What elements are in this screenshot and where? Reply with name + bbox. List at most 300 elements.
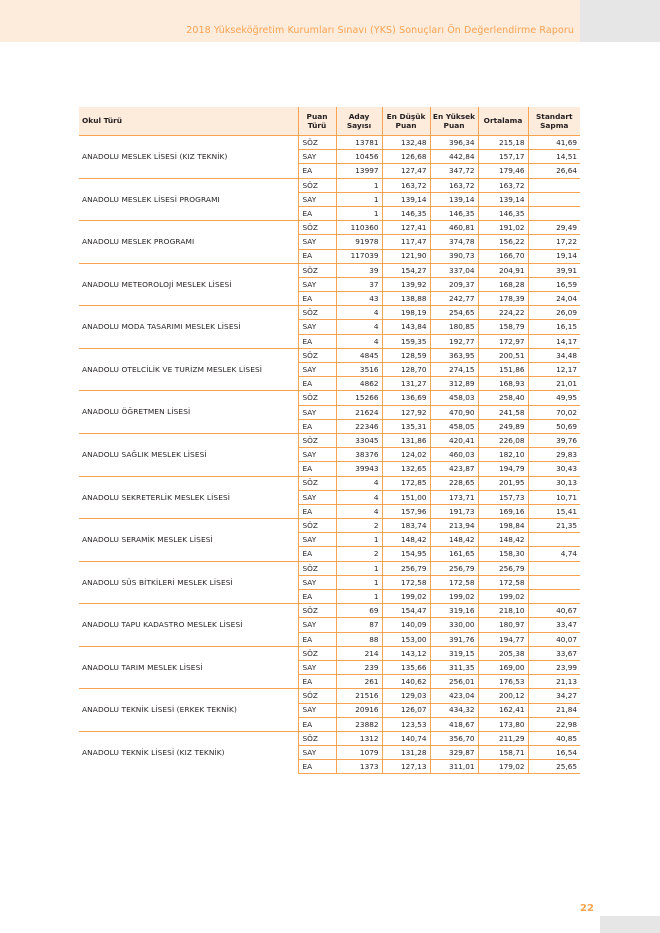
cell-candidate-count: 21516 (336, 689, 382, 703)
col-header-min-line1: En Düşük (386, 111, 426, 121)
col-header-school: Okul Türü (79, 107, 298, 136)
cell-std-dev (528, 178, 580, 192)
cell-std-dev: 24,04 (528, 292, 580, 306)
cell-max-score: 423,87 (430, 462, 478, 476)
cell-min-score: 148,42 (382, 533, 430, 547)
cell-candidate-count: 13781 (336, 136, 382, 150)
col-header-sd-line1: Standart (535, 111, 573, 121)
cell-min-score: 127,92 (382, 405, 430, 419)
cell-score-type: SÖZ (298, 604, 336, 618)
cell-std-dev: 34,27 (528, 689, 580, 703)
cell-max-score: 347,72 (430, 164, 478, 178)
cell-candidate-count: 4 (336, 504, 382, 518)
cell-min-score: 172,58 (382, 575, 430, 589)
cell-std-dev: 12,17 (528, 363, 580, 377)
cell-candidate-count: 91978 (336, 235, 382, 249)
table-row (79, 348, 580, 362)
cell-std-dev: 21,01 (528, 377, 580, 391)
cell-candidate-count: 1373 (336, 760, 382, 774)
cell-candidate-count: 4 (336, 306, 382, 320)
cell-mean-score: 199,02 (478, 590, 528, 604)
cell-min-score: 129,03 (382, 689, 430, 703)
cell-candidate-count: 1 (336, 178, 382, 192)
table-row (79, 263, 580, 277)
cell-score-type: SÖZ (298, 263, 336, 277)
table-row (79, 476, 580, 490)
cell-min-score: 140,09 (382, 618, 430, 632)
cell-max-score: 163,72 (430, 178, 478, 192)
cell-candidate-count: 15266 (336, 391, 382, 405)
cell-std-dev: 40,85 (528, 731, 580, 745)
cell-mean-score: 200,51 (478, 348, 528, 362)
cell-score-type: SAY (298, 490, 336, 504)
cell-mean-score: 249,89 (478, 419, 528, 433)
cell-candidate-count: 13997 (336, 164, 382, 178)
cell-max-score: 209,37 (430, 277, 478, 291)
cell-max-score: 330,00 (430, 618, 478, 632)
cell-mean-score: 179,02 (478, 760, 528, 774)
cell-min-score: 154,27 (382, 263, 430, 277)
col-header-type (298, 107, 336, 136)
cell-mean-score: 215,18 (478, 136, 528, 150)
table-row (79, 136, 580, 150)
cell-min-score: 172,85 (382, 476, 430, 490)
cell-mean-score: 200,12 (478, 689, 528, 703)
cell-min-score: 143,12 (382, 646, 430, 660)
cell-min-score: 136,69 (382, 391, 430, 405)
cell-candidate-count: 3516 (336, 363, 382, 377)
cell-max-score: 256,79 (430, 561, 478, 575)
cell-candidate-count: 1 (336, 206, 382, 220)
cell-mean-score: 178,39 (478, 292, 528, 306)
cell-score-type: SÖZ (298, 178, 336, 192)
cell-std-dev (528, 561, 580, 575)
cell-score-type: SÖZ (298, 689, 336, 703)
cell-candidate-count: 39943 (336, 462, 382, 476)
cell-score-type: EA (298, 675, 336, 689)
page-number: 22 (580, 903, 594, 914)
cell-score-type: SÖZ (298, 433, 336, 447)
cell-max-score: 470,90 (430, 405, 478, 419)
cell-std-dev: 50,69 (528, 419, 580, 433)
cell-score-type: SÖZ (298, 348, 336, 362)
cell-candidate-count: 1 (336, 575, 382, 589)
cell-score-type: EA (298, 590, 336, 604)
cell-std-dev: 21,35 (528, 519, 580, 533)
cell-mean-score: 166,70 (478, 249, 528, 263)
cell-candidate-count: 87 (336, 618, 382, 632)
header-corner-block (580, 0, 660, 42)
cell-max-score: 374,78 (430, 235, 478, 249)
cell-school-type: ANADOLU TARIM MESLEK LİSESİ (79, 646, 298, 689)
cell-school-type: ANADOLU SEKRETERLİK MESLEK LİSESİ (79, 476, 298, 519)
col-header-max-line2: Puan (443, 121, 465, 130)
col-header-sd-line2: Sapma (540, 121, 569, 130)
col-header-max-line1: En Yüksek (432, 111, 476, 121)
table-row (79, 561, 580, 575)
cell-score-type: SÖZ (298, 391, 336, 405)
cell-score-type: EA (298, 164, 336, 178)
cell-min-score: 140,74 (382, 731, 430, 745)
cell-score-type: EA (298, 334, 336, 348)
cell-min-score: 157,96 (382, 504, 430, 518)
cell-candidate-count: 20916 (336, 703, 382, 717)
cell-score-type: SAY (298, 405, 336, 419)
cell-school-type: ANADOLU MESLEK PROGRAMI (79, 221, 298, 264)
cell-max-score: 442,84 (430, 150, 478, 164)
cell-candidate-count: 4 (336, 490, 382, 504)
cell-max-score: 356,70 (430, 731, 478, 745)
cell-candidate-count: 117039 (336, 249, 382, 263)
cell-candidate-count: 239 (336, 660, 382, 674)
cell-max-score: 312,89 (430, 377, 478, 391)
cell-max-score: 192,77 (430, 334, 478, 348)
cell-std-dev: 49,95 (528, 391, 580, 405)
cell-min-score: 159,35 (382, 334, 430, 348)
cell-school-type: ANADOLU MESLEK LİSESİ PROGRAMI (79, 178, 298, 221)
cell-score-type: EA (298, 462, 336, 476)
cell-min-score: 123,53 (382, 717, 430, 731)
cell-candidate-count: 43 (336, 292, 382, 306)
cell-max-score: 146,35 (430, 206, 478, 220)
cell-min-score: 131,27 (382, 377, 430, 391)
cell-max-score: 172,58 (430, 575, 478, 589)
cell-std-dev: 22,98 (528, 717, 580, 731)
cell-score-type: SÖZ (298, 731, 336, 745)
cell-mean-score: 172,97 (478, 334, 528, 348)
cell-school-type: ANADOLU MODA TASARIMI MESLEK LİSESİ (79, 306, 298, 349)
cell-score-type: EA (298, 249, 336, 263)
table-row (79, 306, 580, 320)
cell-school-type: ANADOLU TAPU KADASTRO MESLEK LİSESİ (79, 604, 298, 647)
cell-std-dev: 21,13 (528, 675, 580, 689)
cell-candidate-count: 4 (336, 334, 382, 348)
cell-mean-score: 201,95 (478, 476, 528, 490)
cell-min-score: 127,47 (382, 164, 430, 178)
cell-score-type: SÖZ (298, 136, 336, 150)
cell-min-score: 124,02 (382, 448, 430, 462)
cell-max-score: 254,65 (430, 306, 478, 320)
cell-score-type: EA (298, 292, 336, 306)
cell-score-type: SAY (298, 746, 336, 760)
cell-candidate-count: 2 (336, 547, 382, 561)
cell-mean-score: 224,22 (478, 306, 528, 320)
cell-std-dev: 29,83 (528, 448, 580, 462)
cell-mean-score: 204,91 (478, 263, 528, 277)
cell-school-type: ANADOLU MESLEK LİSESİ (KIZ TEKNİK) (79, 136, 298, 179)
cell-std-dev: 23,99 (528, 660, 580, 674)
cell-candidate-count: 39 (336, 263, 382, 277)
cell-std-dev: 33,47 (528, 618, 580, 632)
cell-std-dev: 4,74 (528, 547, 580, 561)
cell-score-type: SAY (298, 192, 336, 206)
cell-mean-score: 163,72 (478, 178, 528, 192)
cell-score-type: EA (298, 504, 336, 518)
cell-score-type: SÖZ (298, 306, 336, 320)
cell-mean-score: 157,17 (478, 150, 528, 164)
cell-candidate-count: 4 (336, 476, 382, 490)
cell-mean-score: 168,93 (478, 377, 528, 391)
cell-mean-score: 158,71 (478, 746, 528, 760)
cell-score-type: SAY (298, 660, 336, 674)
cell-school-type: ANADOLU ÖĞRETMEN LİSESİ (79, 391, 298, 434)
cell-mean-score: 157,73 (478, 490, 528, 504)
cell-candidate-count: 2 (336, 519, 382, 533)
cell-candidate-count: 1312 (336, 731, 382, 745)
cell-min-score: 256,79 (382, 561, 430, 575)
cell-school-type: ANADOLU SAĞLIK MESLEK LİSESİ (79, 433, 298, 476)
cell-min-score: 128,70 (382, 363, 430, 377)
cell-min-score: 139,14 (382, 192, 430, 206)
cell-std-dev: 25,65 (528, 760, 580, 774)
cell-min-score: 127,41 (382, 221, 430, 235)
table-header-row (79, 107, 580, 136)
cell-std-dev: 26,09 (528, 306, 580, 320)
cell-max-score: 199,02 (430, 590, 478, 604)
cell-candidate-count: 1 (336, 561, 382, 575)
col-header-type-line1: Puan (306, 111, 328, 121)
cell-mean-score: 218,10 (478, 604, 528, 618)
cell-max-score: 458,05 (430, 419, 478, 433)
cell-max-score: 434,32 (430, 703, 478, 717)
cell-min-score: 154,95 (382, 547, 430, 561)
cell-std-dev: 33,67 (528, 646, 580, 660)
cell-candidate-count: 4862 (336, 377, 382, 391)
cell-std-dev: 19,14 (528, 249, 580, 263)
cell-score-type: EA (298, 377, 336, 391)
cell-max-score: 390,73 (430, 249, 478, 263)
cell-min-score: 121,90 (382, 249, 430, 263)
cell-max-score: 242,77 (430, 292, 478, 306)
cell-mean-score: 151,86 (478, 363, 528, 377)
cell-mean-score: 156,22 (478, 235, 528, 249)
cell-std-dev: 29,49 (528, 221, 580, 235)
cell-min-score: 135,31 (382, 419, 430, 433)
cell-min-score: 126,68 (382, 150, 430, 164)
cell-min-score: 163,72 (382, 178, 430, 192)
cell-candidate-count: 214 (336, 646, 382, 660)
cell-max-score: 460,03 (430, 448, 478, 462)
cell-mean-score: 182,10 (478, 448, 528, 462)
cell-std-dev: 14,17 (528, 334, 580, 348)
cell-school-type: ANADOLU SÜS BİTKİLERİ MESLEK LİSESİ (79, 561, 298, 604)
cell-max-score: 418,67 (430, 717, 478, 731)
table-row (79, 433, 580, 447)
cell-max-score: 311,01 (430, 760, 478, 774)
cell-mean-score: 148,42 (478, 533, 528, 547)
cell-std-dev: 40,07 (528, 632, 580, 646)
col-header-min (382, 107, 430, 136)
cell-mean-score: 169,16 (478, 504, 528, 518)
cell-max-score: 161,65 (430, 547, 478, 561)
cell-min-score: 131,86 (382, 433, 430, 447)
cell-score-type: SÖZ (298, 646, 336, 660)
table-body (79, 136, 580, 774)
cell-school-type: ANADOLU METEOROLOJİ MESLEK LİSESİ (79, 263, 298, 306)
cell-score-type: SAY (298, 320, 336, 334)
cell-min-score: 139,92 (382, 277, 430, 291)
cell-min-score: 131,28 (382, 746, 430, 760)
cell-score-type: SAY (298, 575, 336, 589)
cell-std-dev: 16,15 (528, 320, 580, 334)
cell-std-dev: 14,51 (528, 150, 580, 164)
cell-candidate-count: 110360 (336, 221, 382, 235)
cell-mean-score: 168,28 (478, 277, 528, 291)
cell-std-dev (528, 575, 580, 589)
cell-mean-score: 172,58 (478, 575, 528, 589)
cell-candidate-count: 4 (336, 320, 382, 334)
cell-candidate-count: 37 (336, 277, 382, 291)
table-row (79, 689, 580, 703)
cell-max-score: 180,85 (430, 320, 478, 334)
cell-mean-score: 139,14 (478, 192, 528, 206)
cell-score-type: EA (298, 717, 336, 731)
cell-candidate-count: 261 (336, 675, 382, 689)
cell-candidate-count: 1 (336, 533, 382, 547)
footer-corner-block (600, 916, 660, 933)
cell-candidate-count: 1 (336, 590, 382, 604)
cell-min-score: 199,02 (382, 590, 430, 604)
cell-max-score: 173,71 (430, 490, 478, 504)
cell-mean-score: 205,38 (478, 646, 528, 660)
cell-max-score: 363,95 (430, 348, 478, 362)
cell-mean-score: 191,02 (478, 221, 528, 235)
col-header-count-line2: Sayısı (346, 121, 372, 130)
col-header-type-line2: Türü (307, 121, 327, 130)
cell-max-score: 213,94 (430, 519, 478, 533)
cell-max-score: 256,01 (430, 675, 478, 689)
cell-score-type: EA (298, 206, 336, 220)
cell-min-score: 127,13 (382, 760, 430, 774)
cell-max-score: 391,76 (430, 632, 478, 646)
table-row (79, 221, 580, 235)
cell-std-dev (528, 533, 580, 547)
cell-max-score: 311,35 (430, 660, 478, 674)
col-header-mean: Ortalama (478, 107, 528, 136)
cell-std-dev: 16,54 (528, 746, 580, 760)
cell-min-score: 126,07 (382, 703, 430, 717)
cell-candidate-count: 1 (336, 192, 382, 206)
cell-std-dev: 30,13 (528, 476, 580, 490)
cell-score-type: EA (298, 419, 336, 433)
cell-min-score: 146,35 (382, 206, 430, 220)
cell-std-dev: 17,22 (528, 235, 580, 249)
cell-max-score: 396,34 (430, 136, 478, 150)
cell-candidate-count: 1079 (336, 746, 382, 760)
cell-mean-score: 158,30 (478, 547, 528, 561)
cell-score-type: SÖZ (298, 476, 336, 490)
table-row (79, 178, 580, 192)
cell-mean-score: 256,79 (478, 561, 528, 575)
cell-candidate-count: 21624 (336, 405, 382, 419)
cell-std-dev: 70,02 (528, 405, 580, 419)
cell-mean-score: 173,80 (478, 717, 528, 731)
cell-candidate-count: 38376 (336, 448, 382, 462)
cell-candidate-count: 33045 (336, 433, 382, 447)
cell-candidate-count: 22346 (336, 419, 382, 433)
cell-score-type: SAY (298, 150, 336, 164)
report-title: 2018 Yükseköğretim Kurumları Sınavı (YKS) Sonuçları Ön Değerlendirme Raporu (186, 25, 574, 36)
col-header-min-line2: Puan (395, 121, 417, 130)
cell-school-type: ANADOLU TEKNİK LİSESİ (KIZ TEKNİK) (79, 731, 298, 774)
cell-std-dev: 40,67 (528, 604, 580, 618)
cell-mean-score: 179,46 (478, 164, 528, 178)
cell-mean-score: 176,53 (478, 675, 528, 689)
cell-score-type: SAY (298, 277, 336, 291)
cell-mean-score: 241,58 (478, 405, 528, 419)
cell-max-score: 319,15 (430, 646, 478, 660)
table-row (79, 646, 580, 660)
cell-score-type: SÖZ (298, 221, 336, 235)
cell-candidate-count: 23882 (336, 717, 382, 731)
cell-min-score: 128,59 (382, 348, 430, 362)
cell-std-dev: 26,64 (528, 164, 580, 178)
cell-mean-score: 258,40 (478, 391, 528, 405)
cell-std-dev: 16,59 (528, 277, 580, 291)
col-header-count (336, 107, 382, 136)
cell-candidate-count: 4845 (336, 348, 382, 362)
cell-max-score: 319,16 (430, 604, 478, 618)
cell-mean-score: 226,08 (478, 433, 528, 447)
table-row (79, 391, 580, 405)
cell-score-type: SAY (298, 235, 336, 249)
cell-std-dev: 15,41 (528, 504, 580, 518)
results-table (79, 107, 580, 774)
cell-max-score: 274,15 (430, 363, 478, 377)
cell-std-dev (528, 192, 580, 206)
cell-score-type: SAY (298, 363, 336, 377)
cell-min-score: 154,47 (382, 604, 430, 618)
cell-min-score: 132,48 (382, 136, 430, 150)
cell-mean-score: 194,77 (478, 632, 528, 646)
cell-score-type: SAY (298, 533, 336, 547)
cell-max-score: 423,04 (430, 689, 478, 703)
cell-score-type: SAY (298, 618, 336, 632)
cell-mean-score: 169,00 (478, 660, 528, 674)
cell-mean-score: 146,35 (478, 206, 528, 220)
cell-mean-score: 158,79 (478, 320, 528, 334)
cell-max-score: 420,41 (430, 433, 478, 447)
cell-std-dev: 39,76 (528, 433, 580, 447)
cell-mean-score: 198,84 (478, 519, 528, 533)
cell-min-score: 153,00 (382, 632, 430, 646)
col-header-count-line1: Aday (348, 111, 370, 121)
table-row (79, 731, 580, 745)
cell-std-dev: 30,43 (528, 462, 580, 476)
cell-score-type: EA (298, 547, 336, 561)
cell-mean-score: 180,97 (478, 618, 528, 632)
cell-score-type: EA (298, 632, 336, 646)
cell-max-score: 329,87 (430, 746, 478, 760)
cell-max-score: 337,04 (430, 263, 478, 277)
cell-std-dev: 34,48 (528, 348, 580, 362)
cell-max-score: 148,42 (430, 533, 478, 547)
col-header-max (430, 107, 478, 136)
cell-min-score: 183,74 (382, 519, 430, 533)
cell-min-score: 117,47 (382, 235, 430, 249)
cell-min-score: 198,19 (382, 306, 430, 320)
col-header-sd (528, 107, 580, 136)
cell-score-type: SAY (298, 703, 336, 717)
table-row (79, 604, 580, 618)
cell-max-score: 191,73 (430, 504, 478, 518)
cell-std-dev: 39,91 (528, 263, 580, 277)
cell-std-dev: 21,84 (528, 703, 580, 717)
cell-std-dev: 41,69 (528, 136, 580, 150)
cell-candidate-count: 10456 (336, 150, 382, 164)
cell-candidate-count: 69 (336, 604, 382, 618)
cell-max-score: 139,14 (430, 192, 478, 206)
